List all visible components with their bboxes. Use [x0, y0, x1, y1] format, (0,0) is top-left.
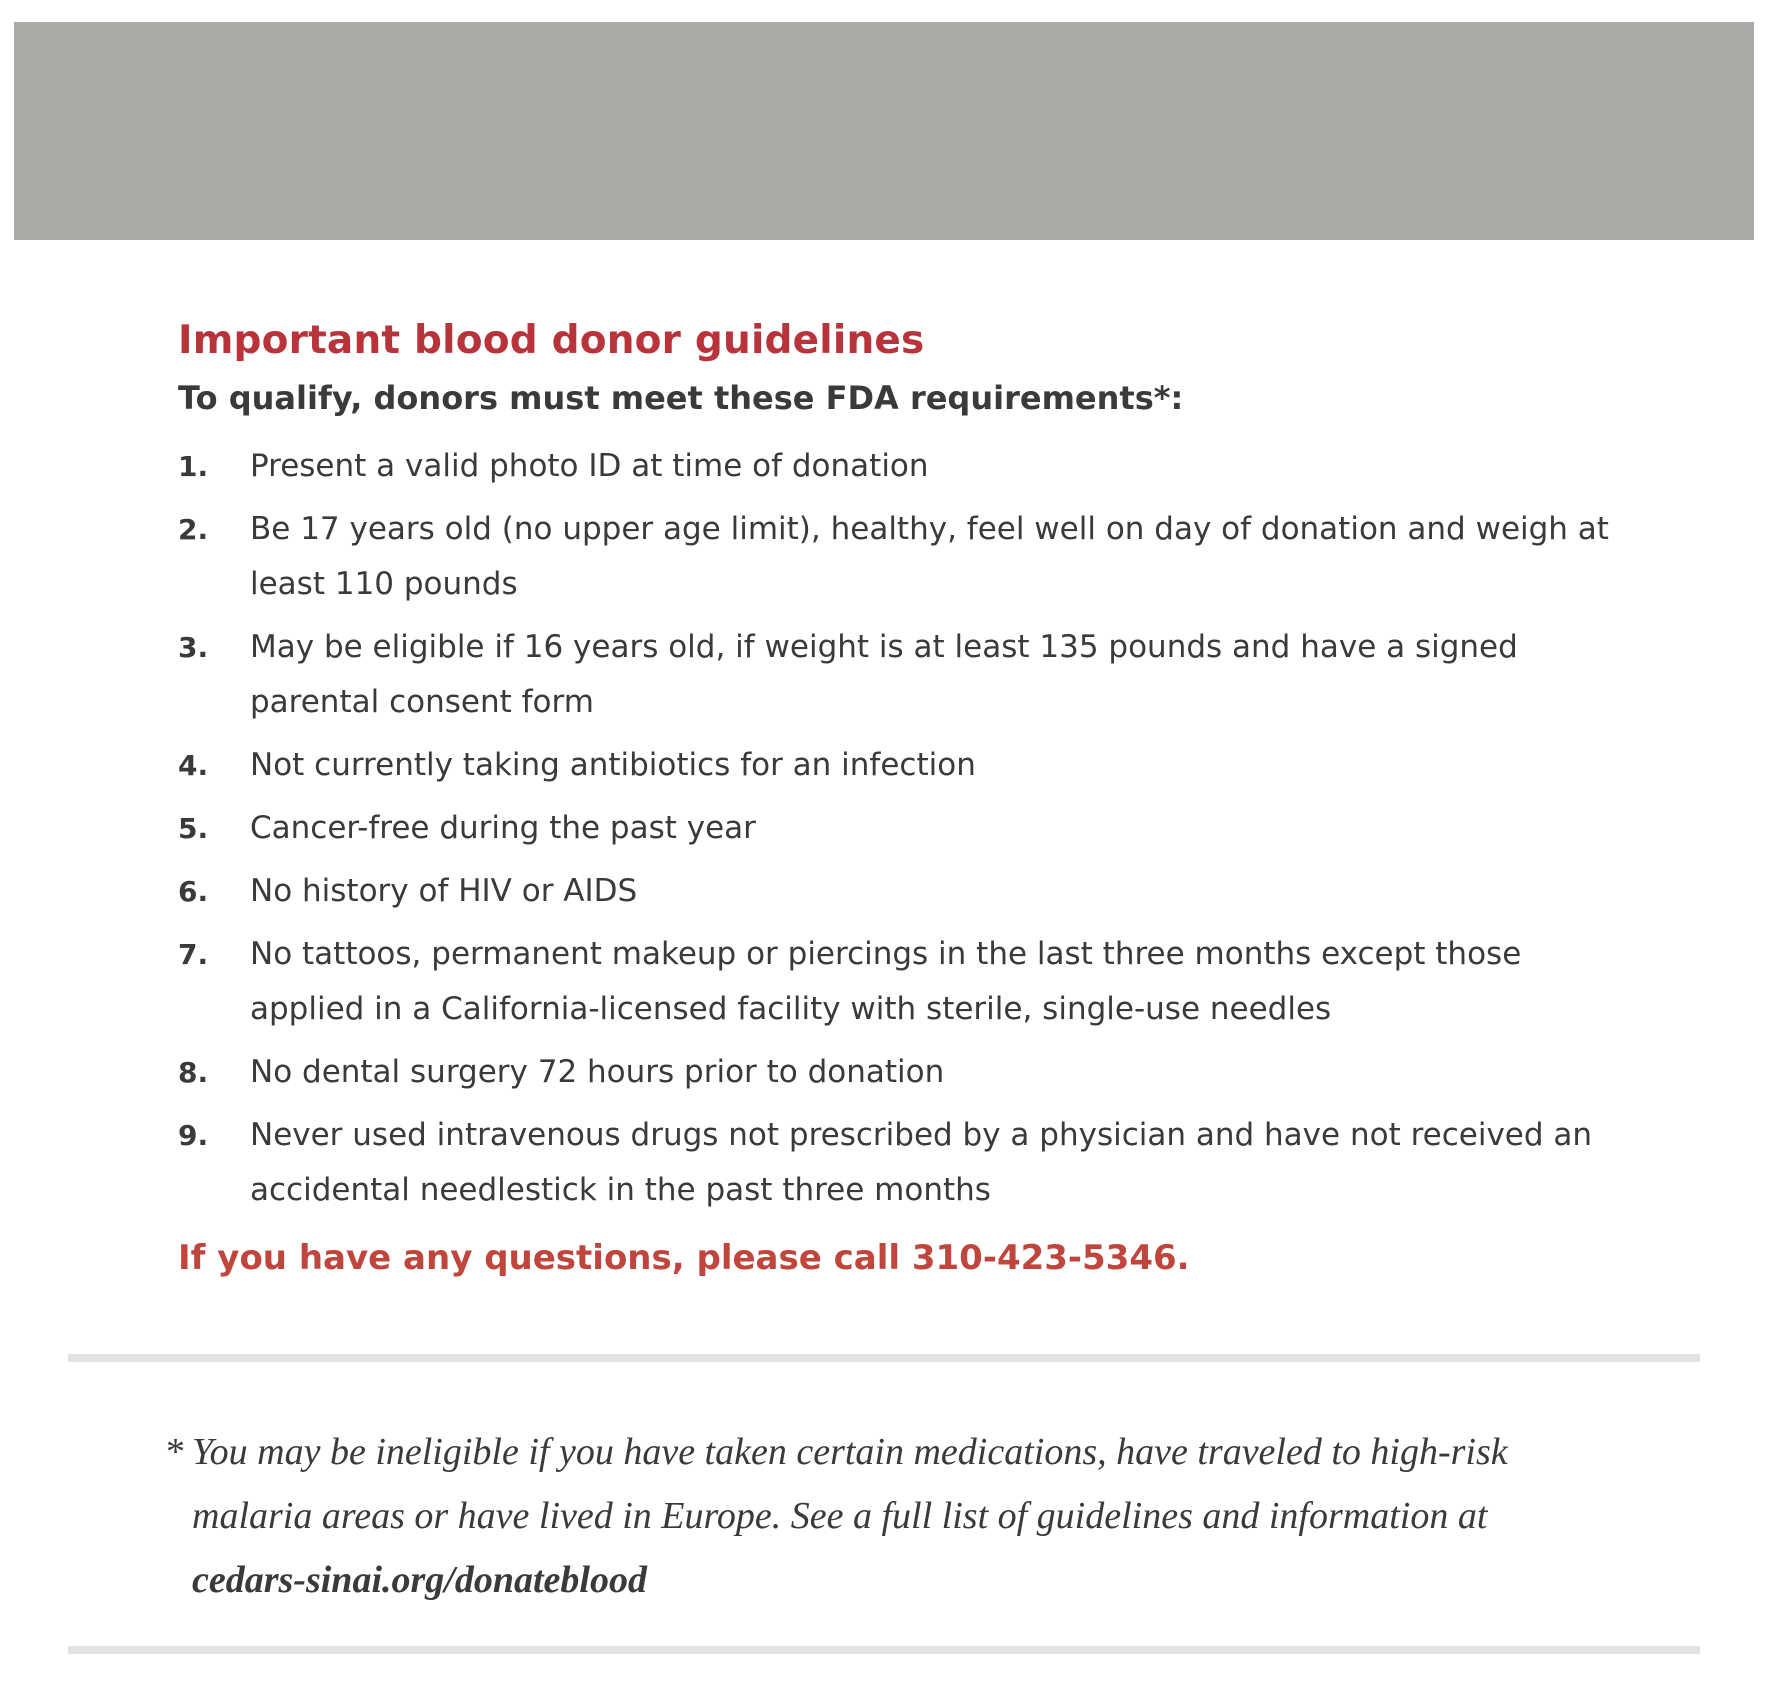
- list-item: [178, 864, 1618, 919]
- footnote-text: You may be ineligible if you have taken certain medications, have traveled to high-risk malaria areas or have lived in Europe. See a full list of guidelines and information at: [192, 1431, 1508, 1537]
- list-item: [178, 439, 1618, 494]
- item-number: 6.: [178, 875, 209, 908]
- item-text: May be eligible if 16 years old, if weight is at least 135 pounds and have a signed parental consent form: [250, 629, 1518, 720]
- requirements-list: [178, 439, 1618, 1218]
- list-item: [178, 738, 1618, 793]
- item-number: 9.: [178, 1119, 209, 1152]
- requirements-intro: To qualify, donors must meet these FDA requirements*:: [178, 379, 1184, 417]
- list-item: [178, 620, 1618, 730]
- item-number: 4.: [178, 749, 209, 782]
- item-number: 7.: [178, 938, 209, 971]
- page-title: Important blood donor guidelines: [178, 318, 925, 363]
- item-text: Not currently taking antibiotics for an infection: [250, 747, 976, 783]
- list-item: [178, 502, 1618, 612]
- item-number: 8.: [178, 1056, 209, 1089]
- header-banner: [14, 22, 1754, 240]
- item-number: 2.: [178, 513, 209, 546]
- contact-phone-text: If you have any questions, please call 310-423-5346.: [178, 1238, 1190, 1278]
- divider-top: [68, 1354, 1700, 1362]
- item-text: No dental surgery 72 hours prior to donation: [250, 1054, 945, 1090]
- list-item: [178, 927, 1618, 1037]
- donate-blood-link[interactable]: cedars-sinai.org/donateblood: [192, 1559, 647, 1601]
- footnote: [166, 1420, 1606, 1612]
- guidelines-section: [178, 318, 1618, 1278]
- item-number: 3.: [178, 631, 209, 664]
- footnote-body: [192, 1420, 1606, 1612]
- list-item: [178, 801, 1618, 856]
- item-text: No tattoos, permanent makeup or piercings in the last three months except those applied in a California-licensed facility with sterile, single-use needles: [250, 936, 1522, 1027]
- footnote-asterisk: *: [166, 1431, 185, 1473]
- item-number: 1.: [178, 450, 209, 483]
- item-text: Cancer-free during the past year: [250, 810, 756, 846]
- list-item: [178, 1108, 1618, 1218]
- item-text: Be 17 years old (no upper age limit), healthy, feel well on day of donation and weigh at least 110 pounds: [250, 511, 1609, 602]
- item-text: No history of HIV or AIDS: [250, 873, 638, 909]
- item-number: 5.: [178, 812, 209, 845]
- list-item: [178, 1045, 1618, 1100]
- divider-bottom: [68, 1646, 1700, 1654]
- item-text: Never used intravenous drugs not prescribed by a physician and have not received an accidental needlestick in the past three months: [250, 1117, 1593, 1208]
- item-text: Present a valid photo ID at time of donation: [250, 448, 929, 484]
